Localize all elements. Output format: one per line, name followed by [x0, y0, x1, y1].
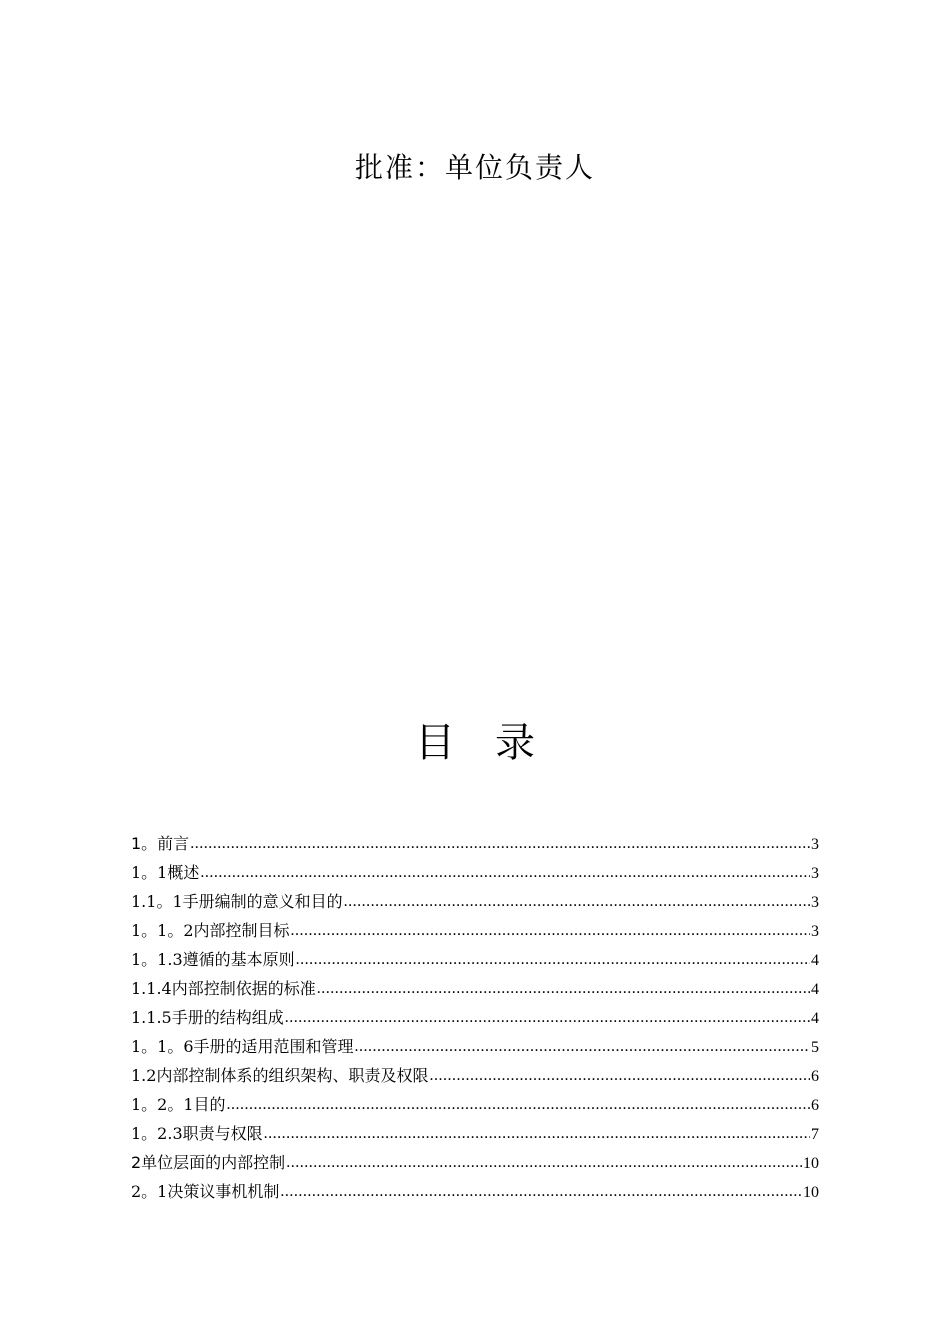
- toc-entry[interactable]: [131, 1003, 819, 1032]
- toc-entry-label: 1.1。1手册编制的意义和目的: [131, 892, 343, 911]
- toc-entry-label: 2单位层面的内部控制: [131, 1153, 286, 1172]
- toc-leader-dots: [296, 945, 810, 974]
- toc-entry-page: 3: [811, 923, 819, 940]
- toc-entry[interactable]: [131, 1061, 819, 1090]
- toc-entry[interactable]: [131, 1148, 819, 1177]
- toc-entry-label: 1。1。2内部控制目标: [131, 921, 290, 940]
- table-of-contents: [131, 829, 819, 1206]
- toc-leader-dots: [344, 887, 810, 916]
- toc-leader-dots: [291, 916, 810, 945]
- toc-title: [0, 715, 950, 771]
- toc-entry-page: 3: [811, 865, 819, 882]
- toc-entry[interactable]: [131, 829, 819, 858]
- toc-leader-dots: [280, 1177, 802, 1206]
- toc-leader-dots: [429, 1061, 810, 1090]
- toc-entry[interactable]: [131, 1119, 819, 1148]
- toc-entry-page: 4: [811, 1010, 819, 1027]
- toc-leader-dots: [286, 1148, 802, 1177]
- toc-leader-dots: [355, 1032, 810, 1061]
- toc-entry-page: 3: [811, 894, 819, 911]
- toc-entry-label: 2。1决策议事机机制: [131, 1182, 280, 1201]
- toc-entry-label: 1.1.4内部控制依据的标准: [131, 979, 316, 998]
- toc-entry-page: 4: [811, 981, 819, 998]
- toc-leader-dots: [227, 1090, 810, 1119]
- toc-entry-page: 3: [811, 836, 819, 853]
- toc-entry[interactable]: [131, 945, 819, 974]
- toc-entry-label: 1。1概述: [131, 863, 200, 882]
- toc-entry[interactable]: [131, 974, 819, 1003]
- toc-entry[interactable]: [131, 916, 819, 945]
- toc-entry-label: 1。1.3遵循的基本原则: [131, 950, 295, 969]
- toc-title-char-1: 目: [415, 720, 455, 766]
- toc-entry-label: 1。2。1目的: [131, 1095, 226, 1114]
- toc-entry-label: 1。1。6手册的适用范围和管理: [131, 1037, 354, 1056]
- toc-entry-page: 7: [811, 1126, 819, 1143]
- toc-entry[interactable]: [131, 1032, 819, 1061]
- toc-entry[interactable]: [131, 858, 819, 887]
- toc-leader-dots: [264, 1119, 810, 1148]
- toc-entry-label: 1。2.3职责与权限: [131, 1124, 263, 1143]
- toc-leader-dots: [200, 858, 810, 887]
- toc-entry[interactable]: [131, 887, 819, 916]
- approval-line: 批准：单位负责人: [354, 151, 595, 184]
- toc-entry[interactable]: [131, 1177, 819, 1206]
- toc-leader-dots: [317, 974, 810, 1003]
- toc-entry-page: 10: [803, 1184, 819, 1201]
- toc-leader-dots: [190, 829, 810, 858]
- toc-entry-page: 4: [811, 952, 819, 969]
- toc-entry[interactable]: [131, 1090, 819, 1119]
- toc-leader-dots: [285, 1003, 810, 1032]
- toc-entry-page: 10: [803, 1155, 819, 1172]
- toc-entry-label: 1.2内部控制体系的组织架构、职责及权限: [131, 1066, 429, 1085]
- toc-entry-page: 5: [811, 1039, 819, 1056]
- toc-entry-page: 6: [811, 1068, 819, 1085]
- toc-entry-label: 1。前言: [131, 834, 190, 853]
- toc-entry-page: 6: [811, 1097, 819, 1114]
- toc-title-char-2: 录: [495, 720, 535, 766]
- toc-entry-label: 1.1.5手册的结构组成: [131, 1008, 284, 1027]
